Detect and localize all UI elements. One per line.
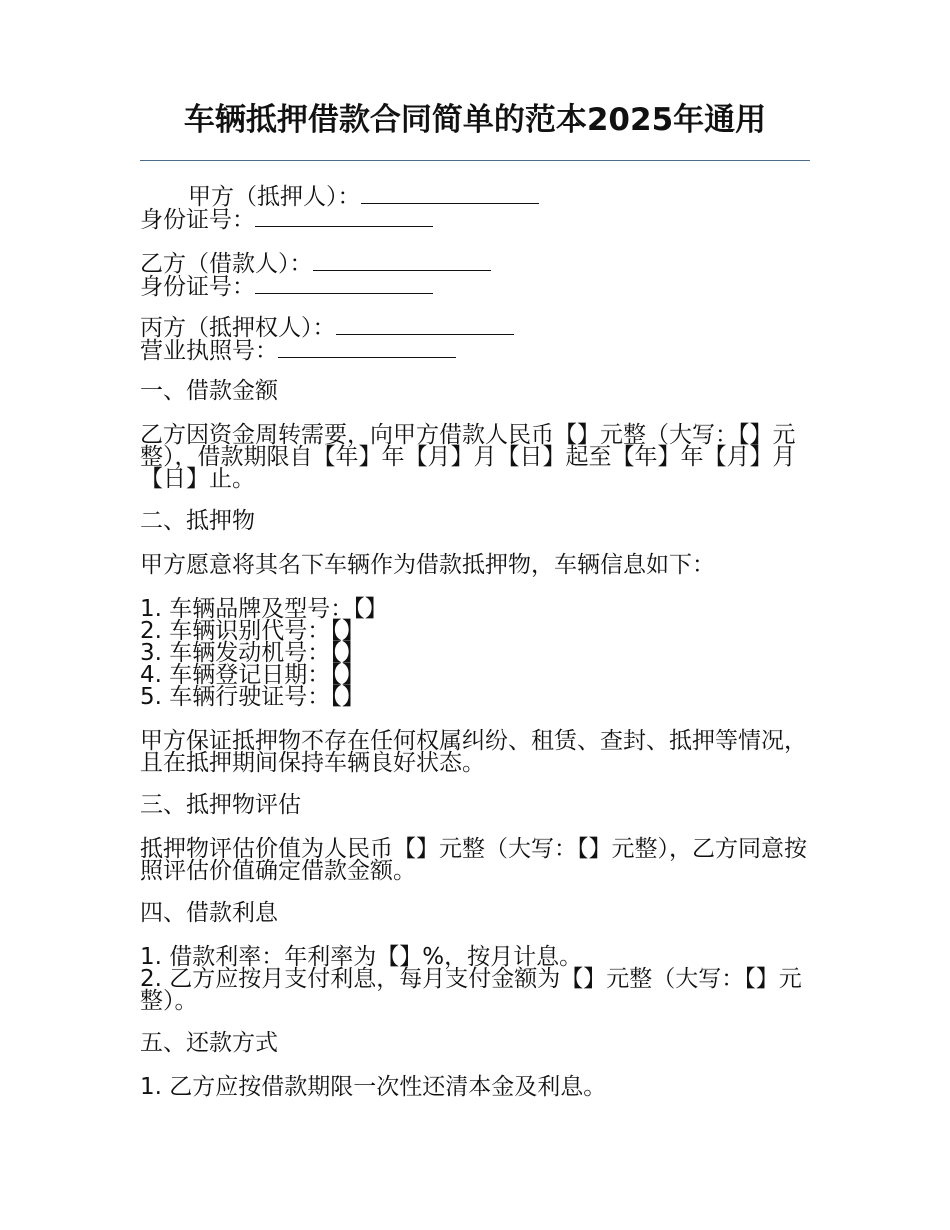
- party-a-label: 甲方（抵押人）：: [188, 184, 361, 210]
- list-item: 3. 车辆发动机号：【】: [140, 640, 365, 666]
- list-item: 4. 车辆登记日期：【】: [140, 662, 365, 688]
- section-5-heading: [140, 1032, 820, 1054]
- section-3-heading-text: 三、抵押物评估: [140, 792, 301, 818]
- party-b-id-label: 身份证号：: [140, 274, 255, 300]
- party-c-block: [140, 316, 820, 362]
- section-2-outro: [140, 730, 820, 774]
- list-item: 5. 车辆行驶证号：【】: [140, 684, 365, 710]
- party-b-label: 乙方（借款人）：: [140, 251, 313, 277]
- section-3-body-text: 抵押物评估价值为人民币【】元整（大写：【】元整），乙方同意按照评估价值确定借款金额。: [140, 836, 807, 884]
- party-c-license-blank: [278, 339, 456, 358]
- section-3-heading: [140, 794, 820, 816]
- list-item: 1. 乙方应按借款期限一次性还清本金及利息。: [140, 1074, 607, 1100]
- party-a-block: [140, 185, 820, 231]
- section-4-heading-text: 四、借款利息: [140, 900, 278, 926]
- party-a-blank: [361, 185, 539, 204]
- section-3-body: [140, 838, 820, 882]
- section-1-body: [140, 424, 820, 490]
- section-2-heading-text: 二、抵押物: [140, 508, 255, 534]
- document-title: 车辆抵押借款合同简单的范本2025年通用: [183, 102, 767, 138]
- party-a-id-line: [140, 208, 820, 231]
- section-1-heading-text: 一、借款金额: [140, 378, 278, 404]
- section-4-list: [140, 946, 820, 1012]
- party-b-blank: [313, 252, 491, 271]
- section-2-outro-text: 甲方保证抵押物不存在任何权属纠纷、租赁、查封、抵押等情况，且在抵押期间保持车辆良好状态。: [140, 728, 807, 776]
- party-c-blank: [336, 316, 514, 335]
- list-item: 1. 借款利率：年利率为【】%，按月计息。: [140, 944, 583, 970]
- party-c-line: [140, 316, 820, 339]
- list-item: 2. 乙方应按月支付利息，每月支付金额为【】元整（大写：【】元整）。: [140, 966, 802, 1014]
- list-item: 2. 车辆识别代号：【】: [140, 618, 365, 644]
- section-4-heading: [140, 902, 820, 924]
- party-b-id-blank: [255, 275, 433, 294]
- party-c-license-label: 营业执照号：: [140, 338, 278, 364]
- section-1-heading: [140, 380, 820, 402]
- party-b-block: [140, 252, 820, 298]
- party-a-line: [140, 185, 820, 208]
- section-2-heading: [140, 510, 820, 532]
- party-c-label: 丙方（抵押权人）：: [140, 315, 336, 341]
- party-b-id-line: [140, 275, 820, 298]
- section-5-list: [140, 1076, 820, 1098]
- party-a-id-blank: [255, 208, 433, 227]
- section-5-heading-text: 五、还款方式: [140, 1030, 278, 1056]
- list-item: 1. 车辆品牌及型号：【】: [140, 596, 388, 622]
- section-2-intro-text: 甲方愿意将其名下车辆作为借款抵押物，车辆信息如下：: [140, 552, 715, 578]
- party-a-id-label: 身份证号：: [140, 207, 255, 233]
- party-b-line: [140, 252, 820, 275]
- section-1-body-text: 乙方因资金周转需要，向甲方借款人民币【】元整（大写：【】元整），借款期限自【年】年【月】月【日】起至【年】年【月】月【日】止。: [140, 422, 796, 492]
- title-divider: [140, 160, 810, 161]
- party-c-license-line: [140, 339, 820, 362]
- section-2-intro: [140, 554, 820, 576]
- section-2-list: [140, 598, 820, 708]
